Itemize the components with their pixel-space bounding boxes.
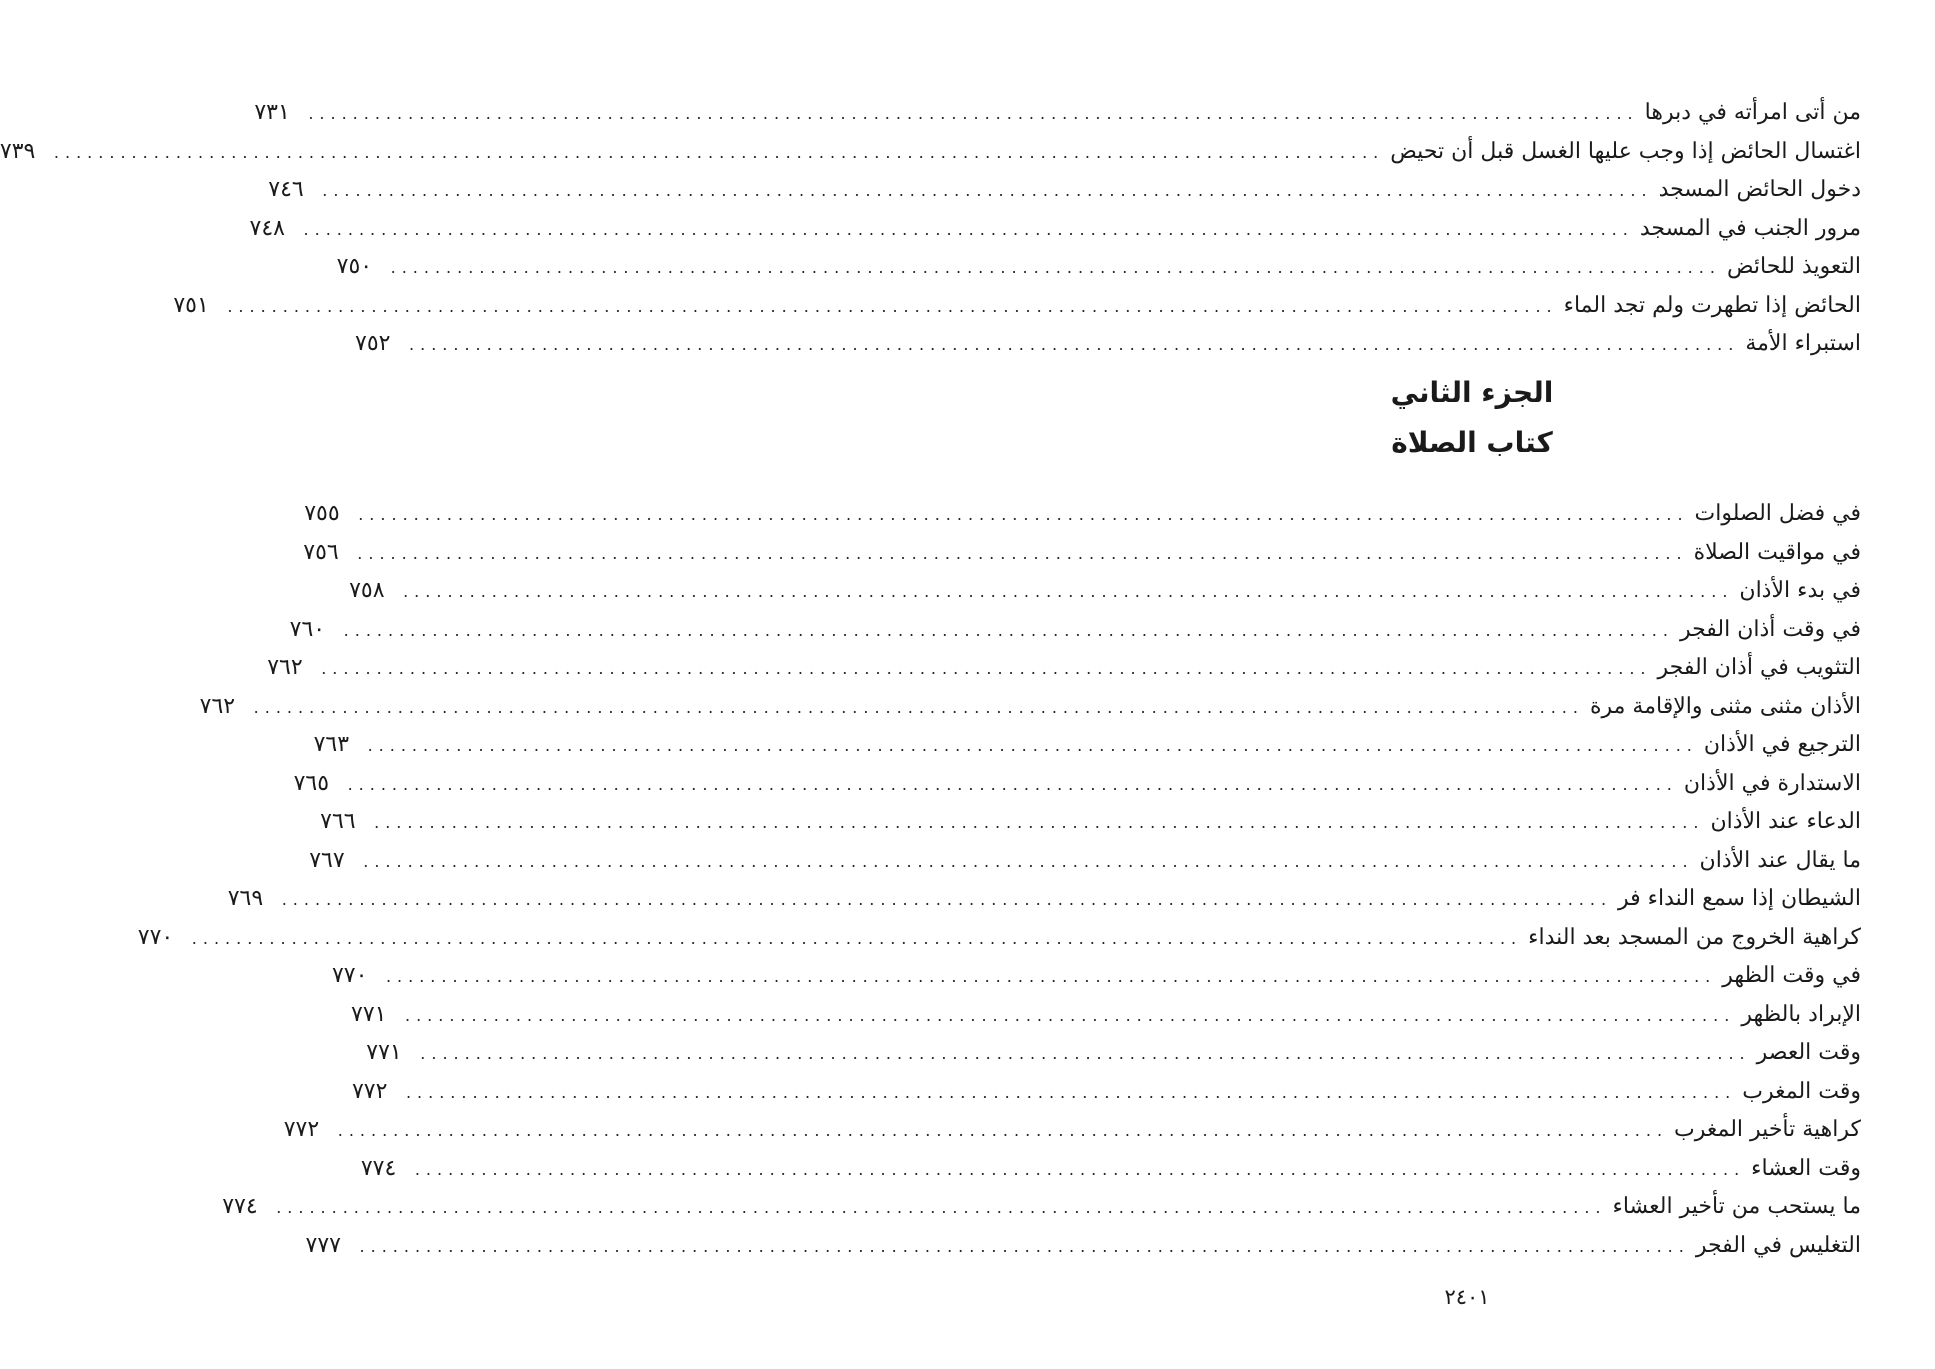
toc-entry-title: وقت العشاء: [1751, 1155, 1861, 1181]
toc-entry: [305, 1227, 1861, 1266]
toc-entry: [309, 842, 1861, 881]
dot-leader: ........................................................................................................................: [420, 1044, 1751, 1063]
toc-entry-title: التثويب في أذان الفجر: [1657, 655, 1861, 680]
toc-entry-page: ٧٦٠: [289, 616, 326, 642]
toc-entry-page: ٧٥١: [173, 292, 209, 318]
toc-entry-page: ٧٧٠: [331, 963, 368, 988]
toc-entry: [351, 1073, 1861, 1112]
toc-entry-page: ٧٦٧: [309, 847, 345, 873]
dot-leader: ........................................................................................................................: [343, 620, 1674, 640]
toc-entry-page: ٧٥٢: [355, 331, 391, 356]
toc-entry-title: الإبراد بالظهر: [1741, 1001, 1861, 1027]
dot-leader: ........................................................................................................................: [374, 813, 1705, 832]
dot-leader: ........................................................................................................................: [347, 774, 1678, 794]
toc-entry-page: ٧٦٥: [293, 770, 330, 796]
toc-entry-title: استبراء الأمة: [1745, 331, 1861, 356]
toc-entry: [351, 996, 1861, 1035]
page-number: ٢٤٠١: [1444, 1285, 1490, 1309]
toc-entry-page: ٧٣١: [254, 100, 290, 125]
toc-entry-title: الحائض إذا تطهرت ولم تجد الماء: [1563, 292, 1861, 318]
toc-entry-page: ٧٤٦: [268, 177, 304, 202]
toc-entry: [249, 210, 1861, 249]
toc-entry-title: في وقت أذان الفجر: [1679, 616, 1861, 642]
dot-leader: ........................................................................................................................: [322, 181, 1653, 200]
toc-entry-title: كراهية الخروج من المسجد بعد النداء: [1528, 924, 1861, 950]
dot-leader: ........................................................................................................................: [405, 1082, 1737, 1102]
toc-entry: [283, 1111, 1861, 1150]
dot-leader: ........................................................................................................................: [253, 697, 1584, 717]
toc-entry-title: وقت المغرب: [1742, 1078, 1861, 1104]
toc-entry: [304, 495, 1861, 534]
dot-leader: ........................................................................................................................: [359, 1236, 1690, 1256]
toc-entry-title: وقت العصر: [1756, 1040, 1861, 1065]
toc-entry: [303, 534, 1861, 573]
toc-entry: [199, 688, 1861, 727]
toc-entry: [336, 248, 1861, 287]
toc-entry: [268, 171, 1861, 210]
toc-entry-page: ٧٧٢: [351, 1078, 388, 1104]
toc-entry: [222, 1188, 1861, 1227]
toc-entry-page: ٧٥٨: [349, 578, 385, 603]
toc-entry: [349, 572, 1861, 611]
toc-entry-title: في مواقيت الصلاة: [1693, 539, 1861, 565]
toc-entry: [289, 611, 1861, 650]
dot-leader: ........................................................................................................................: [409, 335, 1740, 354]
toc-entry-title: في فضل الصلوات: [1694, 501, 1861, 526]
toc-entry-page: ٧٧٠: [137, 924, 174, 950]
dot-leader: ........................................................................................................................: [357, 543, 1688, 563]
dot-leader: ........................................................................................................................: [363, 851, 1694, 871]
toc-entry: [331, 957, 1861, 996]
toc-entry-title: الدعاء عند الأذان: [1710, 809, 1861, 834]
toc-entry-page: ٧٣٩: [0, 138, 36, 164]
dot-leader: ........................................................................................................................: [276, 1198, 1607, 1217]
toc-entry-page: ٧٦٢: [267, 655, 303, 680]
dot-leader: ........................................................................................................................: [390, 258, 1721, 277]
toc-entry: [173, 287, 1861, 326]
book-title: كتاب الصلاة: [1391, 426, 1553, 459]
toc-entry-title: من أتى امرأته في دبرها: [1644, 100, 1861, 125]
toc-entry-page: ٧٥٠: [336, 254, 373, 279]
toc-entry: [313, 726, 1861, 765]
section-heading: [999, 368, 1935, 468]
toc-entry-page: ٧٥٥: [304, 501, 340, 526]
toc-entry-title: الأذان مثنى مثنى والإقامة مرة: [1589, 693, 1861, 719]
toc-entry-title: الشيطان إذا سمع النداء فر: [1618, 886, 1861, 911]
dot-leader: ........................................................................................................................: [385, 967, 1717, 986]
toc-entry: [366, 1034, 1861, 1073]
dot-leader: ........................................................................................................................: [53, 142, 1385, 162]
toc-entry-title: التعويذ للحائض: [1726, 254, 1861, 279]
toc-entry-title: مرور الجنب في المسجد: [1639, 215, 1861, 241]
toc-entry-title: التغليس في الفجر: [1695, 1232, 1861, 1258]
toc-entry-page: ٧٧١: [366, 1040, 402, 1065]
dot-leader: ........................................................................................................................: [358, 505, 1689, 524]
toc-entry: [137, 919, 1861, 958]
toc-entry-page: ٧٦٢: [199, 693, 236, 719]
toc-entry-title: الاستدارة في الأذان: [1683, 770, 1861, 796]
toc-entry-page: ٧٧٤: [360, 1155, 397, 1181]
dot-leader: ........................................................................................................................: [414, 1159, 1746, 1179]
toc-entry-title: في وقت الظهر: [1722, 963, 1861, 988]
toc-entry-page: ٧٤٨: [249, 215, 285, 241]
dot-leader: ........................................................................................................................: [367, 736, 1698, 755]
dot-leader: ........................................................................................................................: [308, 104, 1639, 123]
toc-entry: [254, 94, 1861, 133]
toc-entry-title: في بدء الأذان: [1739, 578, 1861, 603]
toc-entry: [267, 649, 1861, 688]
toc-entry-title: اغتسال الحائض إذا وجب عليها الغسل قبل أن تحيض: [1390, 138, 1861, 164]
toc-entry: [293, 765, 1861, 804]
dot-leader: ........................................................................................................................: [321, 659, 1652, 678]
dot-leader: ........................................................................................................................: [281, 890, 1613, 909]
toc-entry-title: كراهية تأخير المغرب: [1674, 1117, 1861, 1142]
toc-section-2: [137, 495, 1861, 1265]
toc-entry: [355, 325, 1861, 364]
toc-entry-title: دخول الحائض المسجد: [1658, 177, 1861, 202]
toc-entry-page: ٧٥٦: [303, 539, 339, 565]
toc-entry-page: ٧٧٢: [283, 1117, 320, 1142]
toc-entry-title: ما يستحب من تأخير العشاء: [1612, 1194, 1861, 1219]
toc-entry-page: ٧٦٣: [313, 732, 350, 757]
part-title: الجزء الثاني: [1390, 376, 1554, 409]
toc-entry-page: ٧٧٧: [305, 1232, 341, 1258]
dot-leader: ........................................................................................................................: [191, 928, 1523, 948]
dot-leader: ........................................................................................................................: [403, 582, 1734, 601]
toc-entry: [360, 1150, 1861, 1189]
dot-leader: ........................................................................................................................: [303, 219, 1634, 239]
toc-entry-page: ٧٦٦: [320, 809, 356, 834]
toc-entry-page: ٧٧١: [351, 1001, 387, 1027]
dot-leader: ........................................................................................................................: [405, 1005, 1736, 1025]
toc-entry-title: الترجيع في الأذان: [1703, 732, 1861, 757]
toc-entry: [320, 803, 1861, 842]
toc-entry: [227, 880, 1861, 919]
toc-entry-page: ٧٦٩: [227, 886, 264, 911]
toc-entry: [0, 133, 1861, 172]
dot-leader: ........................................................................................................................: [227, 296, 1558, 316]
toc-entry-page: ٧٧٤: [222, 1194, 258, 1219]
toc-entry-title: ما يقال عند الأذان: [1699, 847, 1861, 873]
dot-leader: ........................................................................................................................: [337, 1121, 1669, 1140]
toc-section-1: [0, 94, 1861, 364]
